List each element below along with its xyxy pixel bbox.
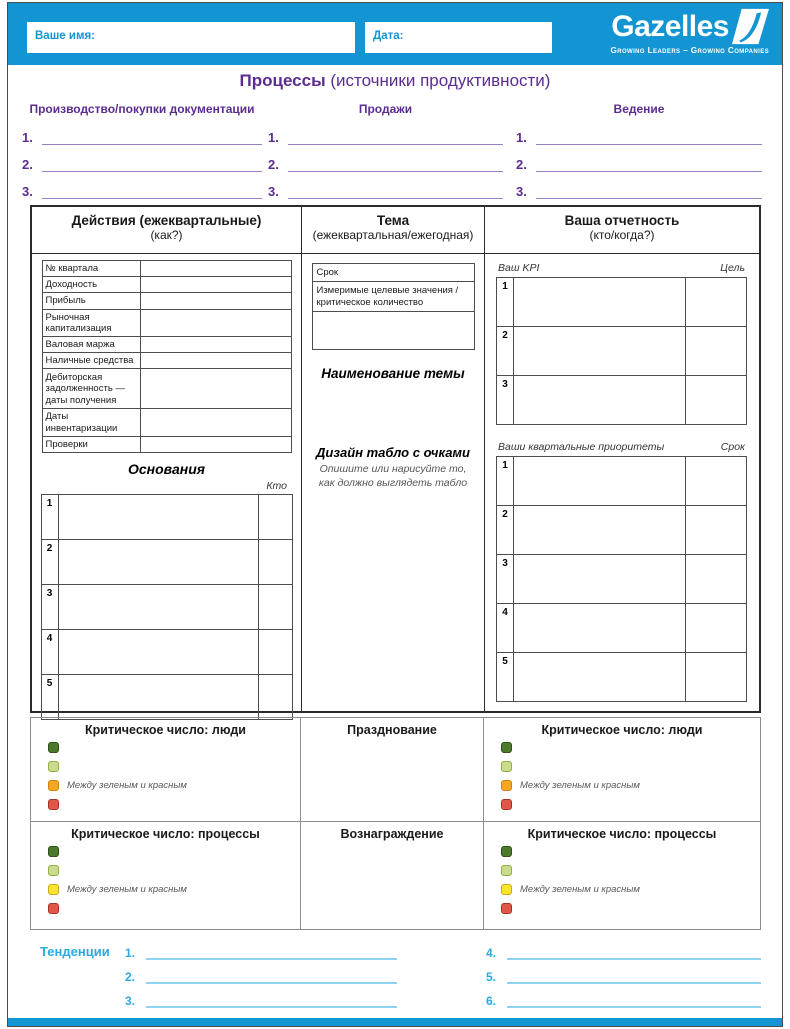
kpi-text-cell[interactable] xyxy=(514,327,686,376)
red-status-square[interactable] xyxy=(501,903,512,914)
table-row xyxy=(312,282,474,312)
table-row xyxy=(42,409,291,436)
critical-people-title: Критическое число: люди xyxy=(541,723,703,737)
accountability-title: Ваша отчетность xyxy=(564,213,680,228)
table-row xyxy=(497,555,747,604)
table-row xyxy=(497,506,747,555)
red-status-square[interactable] xyxy=(48,903,59,914)
table-row xyxy=(41,630,292,675)
scoreboard-title: Дизайн табло с очками xyxy=(316,445,470,461)
theme-subtitle: (ежеквартальная/ежегодная) xyxy=(312,228,474,242)
rock-text-cell[interactable] xyxy=(58,675,258,720)
row-number: 1 xyxy=(41,495,58,540)
reward-cell[interactable] xyxy=(301,822,484,929)
rock-who-cell[interactable] xyxy=(258,495,292,540)
write-in-line[interactable] xyxy=(507,1006,761,1008)
celebration-cell[interactable] xyxy=(301,718,484,822)
metric-value-cell[interactable] xyxy=(140,261,291,277)
table-row xyxy=(312,264,474,282)
rocks-title: Основания xyxy=(128,461,205,478)
line-number: 2. xyxy=(22,157,33,172)
table-row xyxy=(42,436,291,452)
metric-label: Проверки xyxy=(42,436,140,452)
rock-text-cell[interactable] xyxy=(58,540,258,585)
priorities-table xyxy=(496,456,747,702)
main-grid xyxy=(30,205,761,713)
yellow-status-square[interactable] xyxy=(48,884,59,895)
metric-value-cell[interactable] xyxy=(140,337,291,353)
critical-process-title: Критическое число: процессы xyxy=(527,827,717,841)
write-in-line[interactable] xyxy=(146,958,397,960)
top-column-heading: Производство/покупки документации xyxy=(29,102,255,116)
kpi-goal-cell[interactable] xyxy=(686,327,747,376)
name-field-label: Ваше имя: xyxy=(35,30,95,42)
row-number: 5 xyxy=(41,675,58,720)
header-band xyxy=(8,3,782,65)
table-row xyxy=(41,540,292,585)
metric-value-cell[interactable] xyxy=(140,353,291,369)
fill-line xyxy=(516,145,762,172)
metric-label: Валовая маржа xyxy=(42,337,140,353)
fill-line xyxy=(268,145,503,172)
line-number: 3. xyxy=(22,184,33,199)
table-row xyxy=(497,604,747,653)
metric-value-cell[interactable] xyxy=(140,369,291,409)
between-label: Между зеленым и красным xyxy=(67,780,187,791)
kpi-text-cell[interactable] xyxy=(514,278,686,327)
row-number: 2 xyxy=(497,327,514,376)
row-number: 1 xyxy=(497,457,514,506)
trends-right-column xyxy=(486,936,761,1008)
write-in-line[interactable] xyxy=(42,198,262,199)
actions-title: Действия (ежеквартальные) xyxy=(71,213,262,228)
scoreboard-hint-line2: как должно выглядеть табло xyxy=(318,477,468,490)
green-status-square[interactable] xyxy=(501,742,512,753)
fill-line xyxy=(268,172,503,199)
between-label: Между зеленым и красным xyxy=(520,780,640,791)
line-number: 1. xyxy=(22,130,33,145)
table-row xyxy=(42,277,291,293)
fill-line xyxy=(22,145,262,172)
row-number: 3 xyxy=(41,585,58,630)
line-number: 6. xyxy=(486,994,497,1008)
fill-line xyxy=(516,118,762,145)
gazelles-tagline: Growing Leaders – Growing Companies xyxy=(610,46,769,55)
fill-line xyxy=(516,172,762,199)
priority-deadline-cell[interactable] xyxy=(686,555,747,604)
table-row xyxy=(42,353,291,369)
top-column-sales xyxy=(268,102,503,199)
line-number: 3. xyxy=(268,184,279,199)
critical-people-left xyxy=(31,718,301,822)
priorities-deadline-label: Срок xyxy=(720,441,745,453)
deadline-label[interactable]: Срок xyxy=(312,264,474,282)
priority-text-cell[interactable] xyxy=(514,653,686,702)
metric-value-cell[interactable] xyxy=(140,436,291,452)
write-in-line[interactable] xyxy=(288,198,503,199)
trend-line xyxy=(125,984,397,1008)
targets-label[interactable]: Измеримые целевые значения / критическое количество xyxy=(312,282,474,312)
orange-status-square[interactable] xyxy=(48,780,59,791)
metric-label: Рыночная капитализация xyxy=(42,309,140,336)
row-number: 2 xyxy=(41,540,58,585)
rock-who-cell[interactable] xyxy=(258,585,292,630)
line-number: 2. xyxy=(268,157,279,172)
table-row xyxy=(42,309,291,336)
actions-header xyxy=(32,207,301,254)
light-green-status-square[interactable] xyxy=(48,865,59,876)
trend-line xyxy=(125,936,397,960)
row-number: 3 xyxy=(497,555,514,604)
row-number: 5 xyxy=(497,653,514,702)
scoreboard-hint xyxy=(302,462,484,490)
row-number: 4 xyxy=(497,604,514,653)
orange-status-square[interactable] xyxy=(501,780,512,791)
line-number: 2. xyxy=(516,157,527,172)
rocks-table xyxy=(41,494,293,720)
date-field[interactable] xyxy=(365,22,552,53)
between-label: Между зеленым и красным xyxy=(520,884,640,895)
write-in-line[interactable] xyxy=(507,958,761,960)
write-in-line[interactable] xyxy=(42,171,262,172)
fill-line xyxy=(22,172,262,199)
metric-value-cell[interactable] xyxy=(140,409,291,436)
table-row xyxy=(41,675,292,720)
metric-label: Прибыль xyxy=(42,293,140,309)
line-number: 3. xyxy=(125,994,136,1008)
priority-text-cell[interactable] xyxy=(514,604,686,653)
trend-line xyxy=(486,936,761,960)
metric-value-cell[interactable] xyxy=(140,293,291,309)
theme-title: Тема xyxy=(376,213,410,228)
theme-blank-cell[interactable] xyxy=(312,312,474,350)
row-number: 4 xyxy=(41,630,58,675)
red-status-square[interactable] xyxy=(48,799,59,810)
priority-deadline-cell[interactable] xyxy=(686,653,747,702)
fill-line xyxy=(268,118,503,145)
rock-text-cell[interactable] xyxy=(58,630,258,675)
write-in-line[interactable] xyxy=(536,198,762,199)
table-row xyxy=(497,457,747,506)
priority-text-cell[interactable] xyxy=(514,457,686,506)
critical-numbers-section xyxy=(30,717,761,930)
write-in-line[interactable] xyxy=(288,171,503,172)
line-number: 3. xyxy=(516,184,527,199)
metric-label: № квартала xyxy=(42,261,140,277)
gazelles-logo xyxy=(610,8,769,55)
actions-subtitle: (как?) xyxy=(150,228,183,242)
reward-title: Вознаграждение xyxy=(340,827,444,841)
trends-left-column xyxy=(125,936,397,1008)
table-row xyxy=(497,376,747,425)
line-number: 5. xyxy=(486,970,497,984)
red-status-square[interactable] xyxy=(501,799,512,810)
priorities-label: Ваши квартальные приоритеты xyxy=(498,441,665,453)
theme-table xyxy=(312,263,475,350)
line-number: 2. xyxy=(125,970,136,984)
table-row xyxy=(42,337,291,353)
theme-column xyxy=(302,207,485,711)
write-in-line[interactable] xyxy=(536,144,762,145)
light-green-status-square[interactable] xyxy=(501,865,512,876)
critical-process-left xyxy=(31,822,301,929)
footer-band xyxy=(8,1018,782,1026)
metric-label: Наличные средства xyxy=(42,353,140,369)
actions-column xyxy=(32,207,302,711)
critical-process-title: Критическое число: процессы xyxy=(71,827,260,841)
accountability-header xyxy=(485,207,759,254)
metric-value-cell[interactable] xyxy=(140,277,291,293)
goal-label: Цель xyxy=(720,262,745,274)
page-title xyxy=(0,71,790,91)
kpi-text-cell[interactable] xyxy=(514,376,686,425)
trend-line xyxy=(125,960,397,984)
scoreboard-hint-line1: Опишите или нарисуйте то, xyxy=(319,463,467,476)
line-number: 1. xyxy=(516,130,527,145)
priority-deadline-cell[interactable] xyxy=(686,457,747,506)
trend-line xyxy=(486,984,761,1008)
kpi-goal-cell[interactable] xyxy=(686,278,747,327)
row-number: 1 xyxy=(497,278,514,327)
between-label: Между зеленым и красным xyxy=(67,884,187,895)
kpi-goal-cell[interactable] xyxy=(686,376,747,425)
light-green-status-square[interactable] xyxy=(48,761,59,772)
table-row xyxy=(497,327,747,376)
theme-header xyxy=(302,207,484,254)
top-column-management xyxy=(516,102,762,199)
quarterly-metrics-table xyxy=(42,260,292,453)
write-in-line[interactable] xyxy=(42,144,262,145)
name-field[interactable] xyxy=(27,22,355,53)
table-row xyxy=(497,653,747,702)
trends-label: Тенденции xyxy=(40,944,110,959)
top-column-production xyxy=(22,102,262,199)
gazelles-logo-text: Gazelles xyxy=(611,9,729,43)
rock-text-cell[interactable] xyxy=(58,585,258,630)
kpi-table-head xyxy=(496,262,747,277)
write-in-line[interactable] xyxy=(288,144,503,145)
table-row xyxy=(41,585,292,630)
metric-label: Даты инвентаризации xyxy=(42,409,140,436)
light-green-status-square[interactable] xyxy=(501,761,512,772)
celebration-title: Празднование xyxy=(347,723,437,737)
row-number: 2 xyxy=(497,506,514,555)
write-in-line[interactable] xyxy=(507,982,761,984)
kpi-table xyxy=(496,277,747,425)
priority-text-cell[interactable] xyxy=(514,506,686,555)
table-row xyxy=(41,495,292,540)
critical-people-title: Критическое число: люди xyxy=(85,723,246,737)
rock-who-cell[interactable] xyxy=(258,630,292,675)
yellow-status-square[interactable] xyxy=(501,884,512,895)
priority-text-cell[interactable] xyxy=(514,555,686,604)
critical-process-right xyxy=(484,822,760,929)
accountability-column xyxy=(485,207,759,711)
critical-people-right xyxy=(484,718,760,822)
write-in-line[interactable] xyxy=(536,171,762,172)
metric-label: Доходность xyxy=(42,277,140,293)
green-status-square[interactable] xyxy=(48,846,59,857)
green-status-square[interactable] xyxy=(48,742,59,753)
line-number: 1. xyxy=(268,130,279,145)
table-row xyxy=(42,369,291,409)
table-row xyxy=(497,278,747,327)
page-title-sub: (источники продуктивности) xyxy=(325,71,551,90)
rock-text-cell[interactable] xyxy=(58,495,258,540)
trend-line xyxy=(486,960,761,984)
metric-label: Дебиторская задолженность — даты получения xyxy=(42,369,140,409)
fill-line xyxy=(22,118,262,145)
table-row xyxy=(312,312,474,350)
table-row xyxy=(42,293,291,309)
theme-name-label: Наименование темы xyxy=(321,366,465,382)
green-status-square[interactable] xyxy=(501,846,512,857)
row-number: 3 xyxy=(497,376,514,425)
gazelles-swoosh-icon xyxy=(732,8,769,45)
page-title-main: Процессы xyxy=(239,71,326,90)
top-column-heading: Ведение xyxy=(613,102,665,116)
write-in-line[interactable] xyxy=(146,982,397,984)
write-in-line[interactable] xyxy=(146,1006,397,1008)
priorities-table-head xyxy=(496,441,747,456)
line-number: 4. xyxy=(486,946,497,960)
top-column-heading: Продажи xyxy=(358,102,413,116)
table-row xyxy=(42,261,291,277)
date-field-label: Дата: xyxy=(373,30,404,42)
priority-deadline-cell[interactable] xyxy=(686,604,747,653)
priority-deadline-cell[interactable] xyxy=(686,506,747,555)
kpi-label: Ваш KPI xyxy=(498,262,540,274)
rock-who-cell[interactable] xyxy=(258,540,292,585)
accountability-subtitle: (кто/когда?) xyxy=(589,228,655,242)
line-number: 1. xyxy=(125,946,136,960)
who-column-label: Кто xyxy=(266,480,287,493)
trends-section xyxy=(30,936,761,1016)
metric-value-cell[interactable] xyxy=(140,309,291,336)
rock-who-cell[interactable] xyxy=(258,675,292,720)
